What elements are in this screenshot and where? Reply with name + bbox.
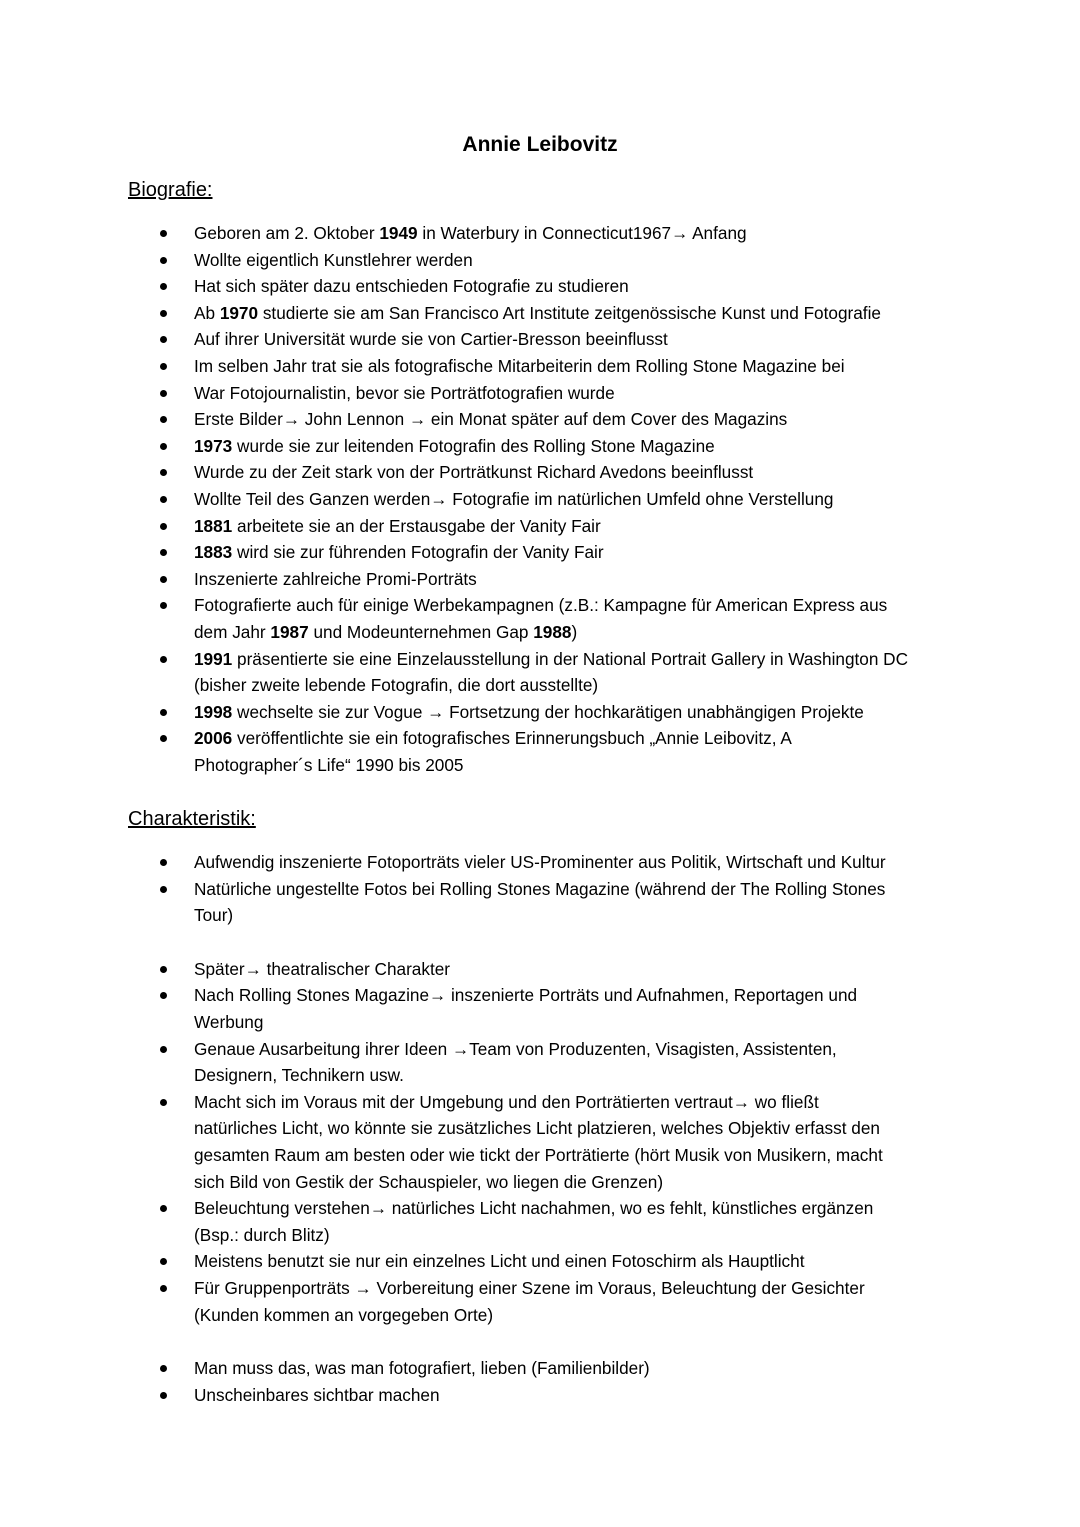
list-item	[0, 486, 1080, 513]
bullet-icon	[160, 257, 167, 264]
bullet-icon	[160, 496, 167, 503]
bullet-icon	[160, 1099, 167, 1106]
list-item	[0, 1089, 1080, 1195]
list-item	[0, 646, 1080, 699]
list-spacer	[0, 929, 1080, 956]
list-item	[0, 273, 1080, 300]
text-segment: Wurde zu der Zeit stark von der Porträtkunst Richard Avedons beeinflusst	[194, 462, 754, 483]
bullet-icon	[160, 1392, 167, 1399]
text-segment: wechselte sie zur Vogue → Fortsetzung der hochkarätigen unabhängigen Projekte	[232, 701, 864, 722]
bullet-icon	[160, 363, 167, 370]
list-item	[0, 1355, 1080, 1382]
bold-year: 1998	[194, 701, 233, 722]
list-item	[0, 699, 1080, 726]
bullet-icon	[160, 1365, 167, 1372]
section-heading-charakteristik: Charakteristik:	[128, 808, 256, 830]
bold-year: 1991	[194, 648, 233, 669]
list-item-text: Natürliche ungestellte Fotos bei Rolling Stones Magazine (während der The Rolling Stones Tour)	[194, 878, 886, 926]
text-segment: und Modeunternehmen Gap	[308, 621, 534, 642]
text-segment: Geboren am 2. Oktober	[194, 223, 380, 243]
list-item	[0, 353, 1080, 380]
bold-year: 1881	[194, 515, 233, 536]
list-item	[0, 513, 1080, 540]
list-item-text: Macht sich im Voraus mit der Umgebung und den Porträtierten vertraut→ wo fließt natürliches Licht, wo könnte sie zusätzliches Licht platzieren, welches Objektiv erfasst den gesamten Raum am besten oder wie tickt der Porträtierte (hört Musik von Musikern, macht sich Bild von Gestik der Schauspieler, wo liegen die Grenzen)	[194, 1091, 883, 1192]
charakteristik-list	[0, 849, 1080, 1408]
bullet-icon	[160, 859, 167, 866]
list-item-text	[194, 380, 960, 407]
text-segment: )	[571, 621, 578, 642]
list-item-text	[194, 646, 960, 699]
list-item	[0, 1382, 1080, 1409]
list-item	[0, 1248, 1080, 1275]
list-item-text: Für Gruppenporträts → Vorbereitung einer Szene im Voraus, Beleuchtung der Gesichter (Kunden kommen an vorgegeben Orte)	[194, 1277, 865, 1325]
bullet-icon	[160, 656, 167, 663]
text-segment: Im selben Jahr trat sie als fotografische Mitarbeiterin dem Rolling Stone Magazine bei	[194, 355, 845, 376]
bullet-icon	[160, 283, 167, 290]
list-item-text	[194, 592, 960, 645]
bullet-icon	[160, 1046, 167, 1053]
list-item-text	[194, 699, 960, 726]
list-item-text: Genaue Ausarbeitung ihrer Ideen →Team von Produzenten, Visagisten, Assistenten, Designern, Technikern usw.	[194, 1038, 837, 1086]
list-item-text	[194, 459, 960, 486]
bullet-icon	[160, 549, 167, 556]
bullet-icon	[160, 735, 167, 742]
list-item-text: Unscheinbares sichtbar machen	[194, 1384, 440, 1405]
list-item-text: Später→ theatralischer Charakter	[194, 958, 451, 979]
list-item	[0, 566, 1080, 593]
text-segment: wird sie zur führenden Fotografin der Vanity Fair	[232, 542, 604, 563]
list-item	[0, 406, 1080, 433]
list-item	[0, 876, 1080, 929]
bullet-icon	[160, 709, 167, 716]
list-item	[0, 1195, 1080, 1248]
text-segment: Fotografierte auch für einige Werbekampagnen (z.B.: Kampagne für American Express aus dem Jahr	[194, 595, 888, 642]
bullet-icon	[160, 336, 167, 343]
list-item	[0, 220, 1080, 247]
list-item-text	[194, 220, 960, 247]
list-item-text	[194, 566, 960, 593]
bullet-icon	[160, 966, 167, 973]
text-segment: Hat sich später dazu entschieden Fotografie zu studieren	[194, 276, 629, 297]
bullet-icon	[160, 469, 167, 476]
bullet-icon	[160, 1205, 167, 1212]
list-item	[0, 1275, 1080, 1328]
list-item-text	[194, 353, 960, 380]
list-item-text	[194, 486, 960, 513]
list-item-text	[194, 300, 960, 327]
bullet-icon	[160, 1258, 167, 1265]
list-item-text	[194, 273, 960, 300]
bullet-icon	[160, 1285, 167, 1292]
bold-year: 1973	[194, 435, 233, 456]
list-item-text: Aufwendig inszenierte Fotoporträts vieler US-Prominenter aus Politik, Wirtschaft und Kultur	[194, 852, 886, 872]
section-heading-biografie: Biografie:	[128, 179, 213, 201]
list-item	[0, 459, 1080, 486]
text-segment: in Waterbury in Connecticut1967→ Anfang	[417, 223, 747, 243]
list-item-text: Nach Rolling Stones Magazine→ inszenierte Porträts und Aufnahmen, Reportagen und Werbung	[194, 985, 858, 1032]
bullet-icon	[160, 310, 167, 317]
bold-year: 1987	[270, 621, 309, 642]
text-segment: arbeitete sie an der Erstausgabe der Vanity Fair	[232, 515, 601, 536]
list-item-text: Beleuchtung verstehen→ natürliches Licht nachahmen, wo es fehlt, künstliches ergänzen (Bsp.: durch Blitz)	[194, 1198, 874, 1245]
list-item	[0, 539, 1080, 566]
text-segment: Wollte eigentlich Kunstlehrer werden	[194, 249, 473, 270]
list-item	[0, 300, 1080, 327]
text-segment: Wollte Teil des Ganzen werden→ Fotografie im natürlichen Umfeld ohne Verstellung	[194, 488, 834, 509]
list-spacer	[0, 1328, 1080, 1355]
list-item-text	[194, 539, 960, 566]
bullet-icon	[160, 576, 167, 583]
list-item-text	[194, 326, 960, 353]
bold-year: 1970	[219, 302, 259, 323]
bullet-icon	[160, 602, 167, 609]
list-item	[0, 592, 1080, 645]
list-item	[0, 1036, 1080, 1089]
text-segment: Erste Bilder→ John Lennon → ein Monat später auf dem Cover des Magazins	[194, 409, 788, 430]
text-segment: studierte sie am San Francisco Art Institute zeitgenössische Kunst und Fotografie	[258, 302, 881, 323]
text-segment: Auf ihrer Universität wurde sie von Cartier-Bresson beeinflusst	[194, 329, 668, 350]
list-item	[0, 849, 1080, 876]
bold-year: 1883	[194, 542, 233, 563]
list-item	[0, 433, 1080, 460]
list-item	[0, 326, 1080, 353]
bold-year: 1988	[533, 621, 572, 642]
bullet-icon	[160, 443, 167, 450]
list-item	[0, 247, 1080, 274]
biografie-list	[0, 220, 1080, 778]
list-item	[0, 982, 1080, 1035]
list-item	[0, 380, 1080, 407]
list-item-text	[194, 433, 960, 460]
bullet-icon	[160, 886, 167, 893]
list-item-text	[194, 247, 960, 274]
bullet-icon	[160, 230, 167, 237]
bullet-icon	[160, 416, 167, 423]
list-item	[0, 956, 1080, 983]
text-segment: Ab	[194, 302, 220, 323]
bold-year: 1949	[379, 223, 418, 243]
list-item	[0, 725, 1080, 778]
list-item-text	[194, 406, 960, 433]
bold-year: 2006	[194, 728, 233, 749]
text-segment: wurde sie zur leitenden Fotografin des Rolling Stone Magazine	[232, 435, 715, 456]
bullet-icon	[160, 523, 167, 530]
text-segment: präsentierte sie eine Einzelausstellung in der National Portrait Gallery in Washington DC (bisher zweite lebende Fotografin, die dort ausstellte)	[194, 648, 908, 696]
bullet-icon	[160, 390, 167, 397]
document-title: Annie Leibovitz	[462, 133, 618, 156]
list-item-text: Meistens benutzt sie nur ein einzelnes Licht und einen Fotoschirm als Hauptlicht	[194, 1251, 805, 1272]
text-segment: War Fotojournalistin, bevor sie Porträtfotografien wurde	[194, 382, 615, 403]
list-item-text	[194, 513, 960, 540]
bullet-icon	[160, 992, 167, 999]
text-segment: veröffentlichte sie ein fotografisches Erinnerungsbuch „Annie Leibovitz, A Photographer´s Life“ 1990 bis 2005	[194, 728, 792, 775]
list-item-text: Man muss das, was man fotografiert, lieben (Familienbilder)	[194, 1358, 650, 1379]
list-item-text	[194, 725, 960, 778]
text-segment: Inszenierte zahlreiche Promi-Porträts	[194, 568, 477, 589]
